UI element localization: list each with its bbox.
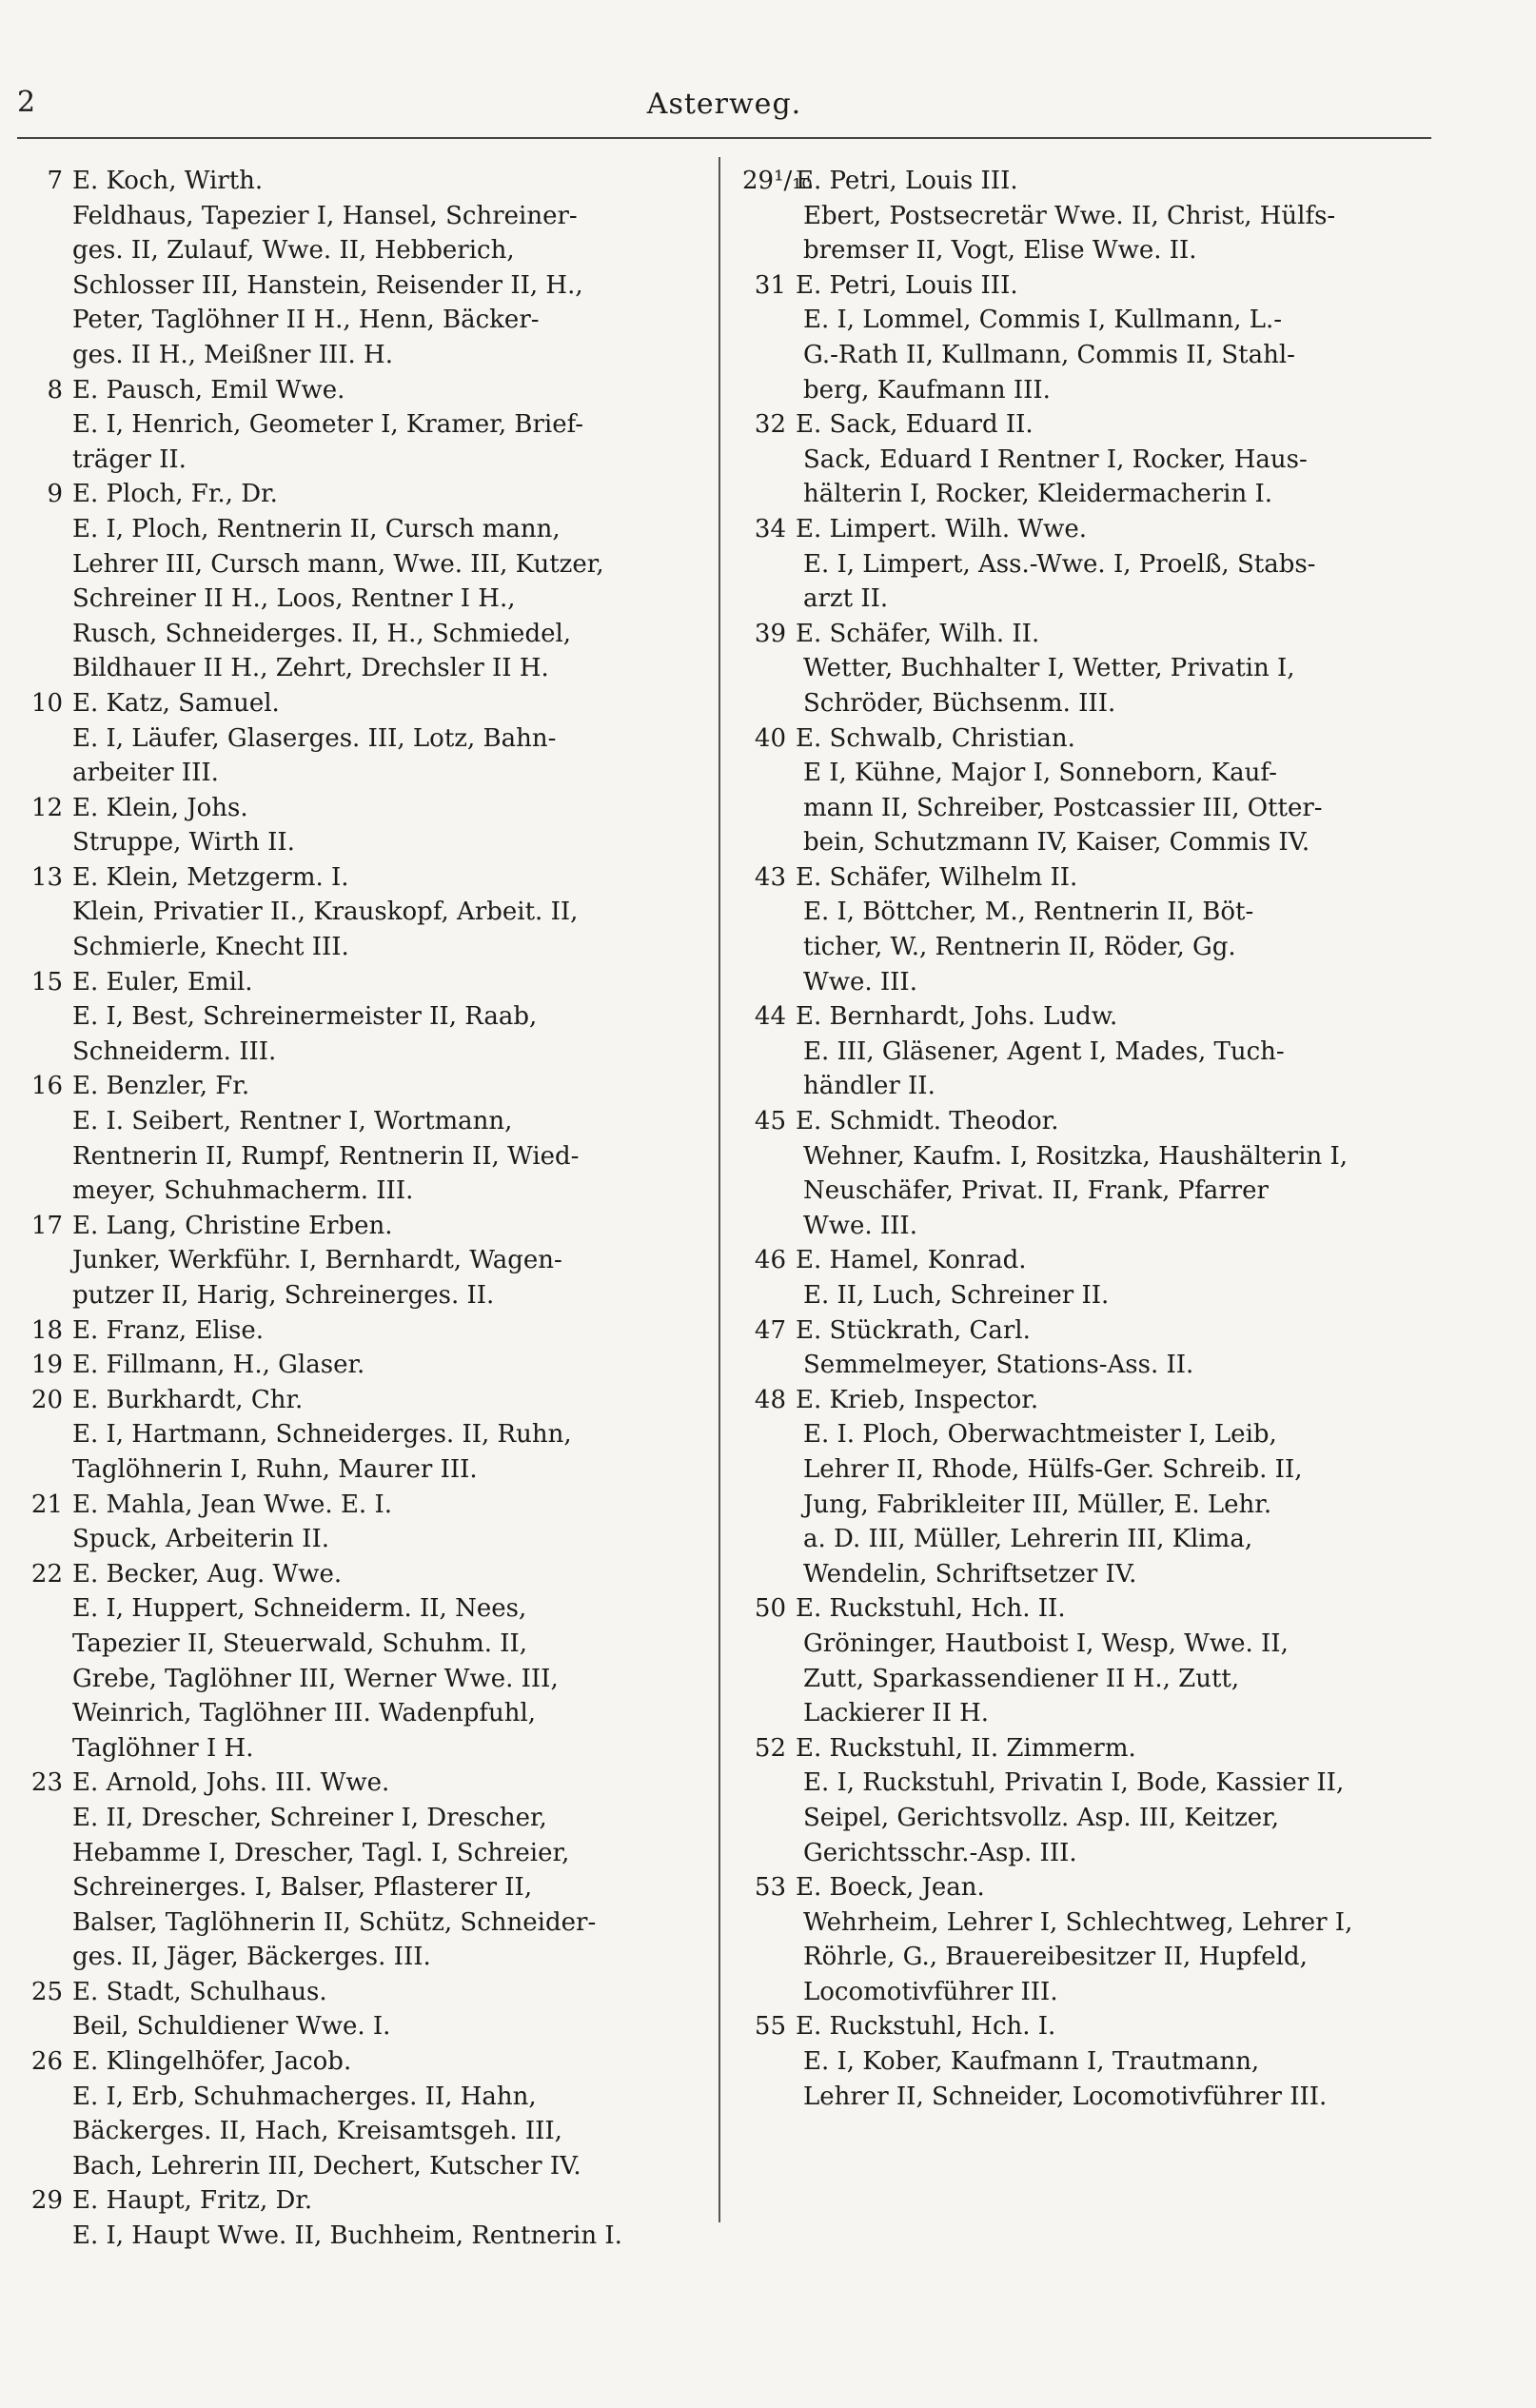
house-number: 50: [754, 1594, 786, 1624]
house-number: 55: [754, 2012, 786, 2042]
owner-line: E. Arnold, Johs. III. Wwe.: [72, 1768, 390, 1798]
resident-line: E I, Kühne, Major I, Sonneborn, Kauf-: [803, 759, 1277, 788]
resident-line: Lehrer II, Schneider, Locomotivführer III.: [803, 2082, 1328, 2111]
resident-line: Grebe, Taglöhner III, Werner Wwe. III,: [72, 1664, 559, 1693]
owner-line: E. Stadt, Schulhaus.: [72, 1977, 327, 2006]
house-entry: [742, 1731, 1442, 1870]
house-entry: [742, 2009, 1442, 2114]
resident-line: Wetter, Buchhalter I, Wetter, Privatin I,: [803, 654, 1295, 683]
owner-line: E. Becker, Aug. Wwe.: [72, 1559, 343, 1589]
resident-line: Taglöhnerin I, Ruhn, Maurer III.: [72, 1454, 478, 1484]
resident-line: E. II, Drescher, Schreiner I, Drescher,: [72, 1803, 547, 1832]
resident-line: Bach, Lehrerin III, Dechert, Kutscher IV.: [72, 2151, 581, 2181]
house-entry: [742, 512, 1442, 617]
entry-heading: [742, 1243, 1442, 1278]
resident-line: Weinrich, Taglöhner III. Wadenpfuhl,: [72, 1699, 537, 1728]
resident-line: E. I, Limpert, Ass.-Wwe. I, Proelß, Stabs-: [803, 549, 1316, 579]
house-number: 10: [30, 688, 63, 718]
house-entry: [742, 721, 1442, 860]
owner-line: E. Mahla, Jean Wwe. E. I.: [72, 1490, 392, 1519]
resident-line: putzer II, Harig, Schreinerges. II.: [72, 1281, 495, 1310]
house-entry: [742, 999, 1442, 1104]
resident-line: E. I, Läufer, Glaserges. III, Lotz, Bahn-: [72, 723, 557, 753]
house-entry: [17, 1557, 697, 1767]
house-entry: [17, 1069, 697, 1208]
house-entry: [17, 2044, 697, 2183]
resident-line: Wwe. III.: [803, 1211, 917, 1240]
entry-heading: [17, 2044, 697, 2080]
entry-heading: [17, 1069, 697, 1104]
resident-line: Bildhauer II H., Zehrt, Drechsler II H.: [72, 654, 549, 683]
house-entry: [17, 2183, 697, 2253]
resident-line: Gröninger, Hautboist I, Wesp, Wwe. II,: [803, 1628, 1289, 1658]
resident-line: hälterin I, Rocker, Kleidermacherin I.: [803, 480, 1273, 509]
house-entry: [17, 860, 697, 965]
house-number: 13: [30, 862, 63, 892]
entry-heading: [17, 686, 697, 721]
owner-line: E. Lang, Christine Erben.: [72, 1211, 393, 1240]
resident-line: Seipel, Gerichtsvollz. Asp. III, Keitzer,: [803, 1803, 1280, 1832]
entry-heading: [742, 1383, 1442, 1418]
entry-heading: [17, 477, 697, 512]
owner-line: E. Bernhardt, Johs. Ludw.: [796, 1002, 1118, 1032]
resident-line: arbeiter III.: [72, 759, 219, 788]
entry-heading: [742, 1870, 1442, 1905]
house-entry: [17, 1975, 697, 2044]
entry-heading: [742, 999, 1442, 1035]
owner-line: E. Petri, Louis III.: [796, 270, 1018, 300]
entry-heading: [742, 721, 1442, 757]
house-number: 46: [754, 1246, 786, 1275]
house-number: 9: [47, 480, 63, 509]
house-entry: [17, 1766, 697, 1975]
entry-heading: [742, 1591, 1442, 1627]
owner-line: E. Haupt, Fritz, Dr.: [72, 2186, 313, 2216]
house-entry: [17, 1383, 697, 1488]
resident-line: Lehrer II, Rhode, Hülfs-Ger. Schreib. II,: [803, 1454, 1303, 1484]
resident-line: E. I, Ruckstuhl, Privatin I, Bode, Kassier II,: [803, 1768, 1345, 1798]
resident-line: a. D. III, Müller, Lehrerin III, Klima,: [803, 1525, 1253, 1554]
entry-heading: [742, 617, 1442, 652]
entry-heading: [17, 373, 697, 408]
resident-line: bremser II, Vogt, Elise Wwe. II.: [803, 236, 1197, 266]
owner-line: E. Klingelhöfer, Jacob.: [72, 2047, 352, 2077]
resident-line: Feldhaus, Tapezier I, Hansel, Schreiner-: [72, 201, 578, 230]
resident-line: Ebert, Postsecretär Wwe. II, Christ, Hülfs-: [803, 201, 1336, 230]
owner-line: E. Ruckstuhl, II. Zimmerm.: [796, 1733, 1136, 1763]
resident-line: E. III, Gläsener, Agent I, Mades, Tuch-: [803, 1036, 1285, 1066]
house-number: 47: [754, 1315, 786, 1345]
resident-line: Struppe, Wirth II.: [72, 828, 295, 858]
resident-line: ges. II, Zulauf, Wwe. II, Hebberich,: [72, 236, 515, 266]
house-number: 40: [754, 723, 786, 753]
owner-line: E. Klein, Metzgerm. I.: [72, 862, 349, 892]
owner-line: E. Ruckstuhl, Hch. I.: [796, 2012, 1056, 2042]
resident-line: Klein, Privatier II., Krauskopf, Arbeit. II,: [72, 898, 579, 927]
owner-line: E. Katz, Samuel.: [72, 688, 280, 718]
resident-line: berg, Kaufmann III.: [803, 375, 1051, 405]
resident-line: ges. II, Jäger, Bäckerges. III.: [72, 1943, 431, 1972]
resident-line: E. I, Ploch, Rentnerin II, Cursch mann,: [72, 514, 561, 543]
owner-line: E. Boeck, Jean.: [796, 1873, 985, 1903]
house-number: 18: [30, 1315, 63, 1345]
resident-line: Schreiner II H., Loos, Rentner I H.,: [72, 584, 516, 614]
house-number: 52: [754, 1733, 786, 1763]
house-number: 25: [30, 1977, 63, 2006]
house-entry: [742, 1383, 1442, 1592]
resident-line: Wwe. III.: [803, 967, 917, 997]
entry-heading: [17, 1348, 697, 1383]
resident-line: Wehrheim, Lehrer I, Schlechtweg, Lehrer I,: [803, 1907, 1353, 1937]
entry-heading: [17, 164, 697, 199]
resident-line: Jung, Fabrikleiter III, Müller, E. Lehr.: [803, 1490, 1272, 1519]
owner-line: E. Schäfer, Wilh. II.: [796, 619, 1040, 648]
resident-line: meyer, Schuhmacherm. III.: [72, 1176, 414, 1206]
house-number: 22: [30, 1559, 63, 1589]
house-number: 12: [30, 793, 63, 822]
resident-line: Lackierer II H.: [803, 1699, 990, 1728]
house-number: 23: [30, 1768, 63, 1798]
resident-line: Wendelin, Schriftsetzer IV.: [803, 1559, 1137, 1589]
resident-line: Bäckerges. II, Hach, Kreisamtsgeh. III,: [72, 2117, 562, 2146]
owner-line: E. Benzler, Fr.: [72, 1072, 250, 1101]
resident-line: Spuck, Arbeiterin II.: [72, 1525, 329, 1554]
entry-heading: [742, 512, 1442, 547]
owner-line: E. Schmidt. Theodor.: [796, 1107, 1059, 1136]
resident-line: Neuschäfer, Privat. II, Frank, Pfarrer: [803, 1176, 1269, 1206]
house-entry: [17, 373, 697, 478]
resident-line: Taglöhner I H.: [72, 1733, 254, 1763]
house-number: 32: [754, 410, 786, 440]
resident-line: Balser, Taglöhnerin II, Schütz, Schneider-: [72, 1907, 597, 1937]
right-column: [742, 164, 1442, 2114]
house-number: 17: [30, 1211, 63, 1240]
entry-heading: [17, 965, 697, 1000]
column-divider: [719, 157, 720, 2222]
resident-line: E. I, Kober, Kaufmann I, Trautmann,: [803, 2047, 1260, 2077]
house-number: 48: [754, 1385, 786, 1414]
owner-line: E. Burkhardt, Chr.: [72, 1385, 304, 1414]
owner-line: E. Fillmann, H., Glaser.: [72, 1351, 365, 1380]
owner-line: E. Pausch, Emil Wwe.: [72, 375, 345, 405]
house-number: 34: [754, 514, 786, 543]
resident-line: E. I, Lommel, Commis I, Kullmann, L.-: [803, 306, 1283, 335]
resident-line: Schreinerges. I, Balser, Pflasterer II,: [72, 1873, 533, 1903]
entry-heading: [742, 407, 1442, 443]
owner-line: E. Hamel, Konrad.: [796, 1246, 1027, 1275]
house-entry: [17, 1209, 697, 1313]
resident-line: Sack, Eduard I Rentner I, Rocker, Haus-: [803, 444, 1308, 474]
house-number: 20: [30, 1385, 63, 1414]
house-entry: [17, 477, 697, 686]
resident-line: Junker, Werkführ. I, Bernhardt, Wagen-: [72, 1246, 562, 1275]
entry-heading: [742, 164, 1442, 199]
left-column: [17, 164, 697, 2254]
house-entry: [17, 1348, 697, 1383]
resident-line: Röhrle, G., Brauereibesitzer II, Hupfeld,: [803, 1943, 1308, 1972]
entry-heading: [17, 1313, 697, 1349]
page-header: [17, 84, 1431, 139]
entry-heading: [17, 1488, 697, 1523]
entry-heading: [742, 1104, 1442, 1139]
resident-line: Wehner, Kaufm. I, Rositzka, Haushälterin I,: [803, 1141, 1349, 1171]
house-entry: [17, 965, 697, 1070]
house-number: 16: [30, 1072, 63, 1101]
house-entry: [17, 1313, 697, 1349]
owner-line: E. Ploch, Fr., Dr.: [72, 480, 278, 509]
entry-heading: [17, 1975, 697, 2010]
resident-line: Beil, Schuldiener Wwe. I.: [72, 2012, 391, 2042]
resident-line: E. I. Ploch, Oberwachtmeister I, Leib,: [803, 1420, 1277, 1450]
entry-heading: [17, 1766, 697, 1801]
house-entry: [742, 268, 1442, 407]
owner-line: E. Franz, Elise.: [72, 1315, 265, 1345]
house-entry: [17, 1488, 697, 1557]
resident-line: Tapezier II, Steuerwald, Schuhm. II,: [72, 1628, 528, 1658]
house-entry: [742, 1870, 1442, 2009]
owner-line: E. Sack, Eduard II.: [796, 410, 1034, 440]
house-entry: [17, 164, 697, 373]
resident-line: E. I. Seibert, Rentner I, Wortmann,: [72, 1107, 513, 1136]
resident-line: E. I, Henrich, Geometer I, Kramer, Brief-: [72, 410, 584, 440]
house-number: 31: [754, 270, 786, 300]
resident-line: ges. II H., Meißner III. H.: [72, 340, 393, 369]
house-entry: [742, 1591, 1442, 1730]
running-title: Asterweg.: [646, 88, 802, 121]
resident-line: arzt II.: [803, 584, 889, 614]
resident-line: Schmierle, Knecht III.: [72, 933, 349, 962]
resident-line: Gerichtsschr.-Asp. III.: [803, 1838, 1077, 1867]
house-entry: [742, 860, 1442, 999]
house-number: 7: [47, 167, 63, 195]
resident-line: E. II, Luch, Schreiner II.: [803, 1281, 1110, 1310]
owner-line: E. Schäfer, Wilhelm II.: [796, 862, 1078, 892]
entry-heading: [742, 268, 1442, 304]
house-number: 29: [30, 2186, 63, 2216]
owner-line: E. Ruckstuhl, Hch. II.: [796, 1594, 1066, 1624]
resident-line: E. I, Hartmann, Schneiderges. II, Ruhn,: [72, 1420, 572, 1450]
resident-line: Locomotivführer III.: [803, 1977, 1058, 2006]
house-number: 45: [754, 1107, 786, 1136]
resident-line: E. I, Huppert, Schneiderm. II, Nees,: [72, 1594, 527, 1624]
resident-line: Schlosser III, Hanstein, Reisender II, H.,: [72, 270, 583, 300]
resident-line: Semmelmeyer, Stations-Ass. II.: [803, 1351, 1194, 1380]
resident-line: E. I, Erb, Schuhmacherges. II, Hahn,: [72, 2082, 537, 2111]
house-number: 43: [754, 862, 786, 892]
resident-line: Lehrer III, Cursch mann, Wwe. III, Kutzer,: [72, 549, 604, 579]
entry-heading: [17, 2183, 697, 2219]
resident-line: Peter, Taglöhner II H., Henn, Bäcker-: [72, 306, 540, 335]
owner-line: E. Limpert. Wilh. Wwe.: [796, 514, 1087, 543]
resident-line: Schneiderm. III.: [72, 1036, 277, 1066]
house-entry: [742, 617, 1442, 721]
entry-heading: [742, 1731, 1442, 1767]
house-entry: [742, 1313, 1442, 1383]
resident-line: händler II.: [803, 1072, 935, 1101]
owner-line: E. Schwalb, Christian.: [796, 723, 1075, 753]
owner-line: E. Koch, Wirth.: [72, 167, 264, 195]
house-entry: [17, 791, 697, 860]
resident-line: träger II.: [72, 444, 187, 474]
owner-line: E. Klein, Johs.: [72, 793, 248, 822]
resident-line: Schröder, Büchsenm. III.: [803, 688, 1116, 718]
house-number: 21: [30, 1490, 63, 1519]
owner-line: E. Petri, Louis III.: [796, 167, 1018, 195]
entry-heading: [17, 860, 697, 896]
entry-heading: [17, 1557, 697, 1592]
house-number: 44: [754, 1002, 786, 1032]
resident-line: Hebamme I, Drescher, Tagl. I, Schreier,: [72, 1838, 570, 1867]
resident-line: Rentnerin II, Rumpf, Rentnerin II, Wied-: [72, 1141, 580, 1171]
resident-line: E. I, Best, Schreinermeister II, Raab,: [72, 1002, 538, 1032]
owner-line: E. Euler, Emil.: [72, 967, 253, 997]
entry-heading: [742, 2009, 1442, 2044]
owner-line: E. Stückrath, Carl.: [796, 1315, 1031, 1345]
house-number: 26: [30, 2047, 63, 2077]
house-entry: [742, 407, 1442, 512]
owner-line: E. Krieb, Inspector.: [796, 1385, 1039, 1414]
house-entry: [17, 686, 697, 791]
resident-line: E. I, Böttcher, M., Rentnerin II, Böt-: [803, 898, 1254, 927]
page-number: 2: [17, 86, 36, 119]
entry-heading: [742, 860, 1442, 896]
resident-line: G.-Rath II, Kullmann, Commis II, Stahl-: [803, 340, 1295, 369]
house-number: 39: [754, 619, 786, 648]
resident-line: mann II, Schreiber, Postcassier III, Otter-: [803, 793, 1323, 822]
house-number: 15: [30, 967, 63, 997]
resident-line: ticher, W., Rentnerin II, Röder, Gg.: [803, 933, 1236, 962]
entry-heading: [742, 1313, 1442, 1349]
house-number: 8: [47, 375, 63, 405]
resident-line: bein, Schutzmann IV, Kaiser, Commis IV.: [803, 828, 1310, 858]
entry-heading: [17, 1209, 697, 1244]
entry-heading: [17, 791, 697, 826]
resident-line: Rusch, Schneiderges. II, H., Schmiedel,: [72, 619, 572, 648]
resident-line: E. I, Haupt Wwe. II, Buchheim, Rentnerin I.: [72, 2221, 622, 2251]
entry-heading: [17, 1383, 697, 1418]
resident-line: Zutt, Sparkassendiener II H., Zutt,: [803, 1664, 1240, 1693]
house-entry: [742, 164, 1442, 268]
house-number: 53: [754, 1873, 786, 1903]
house-entry: [742, 1243, 1442, 1313]
house-number: 29¹/₁₀: [742, 167, 813, 195]
house-number: 19: [30, 1351, 63, 1380]
house-entry: [742, 1104, 1442, 1243]
